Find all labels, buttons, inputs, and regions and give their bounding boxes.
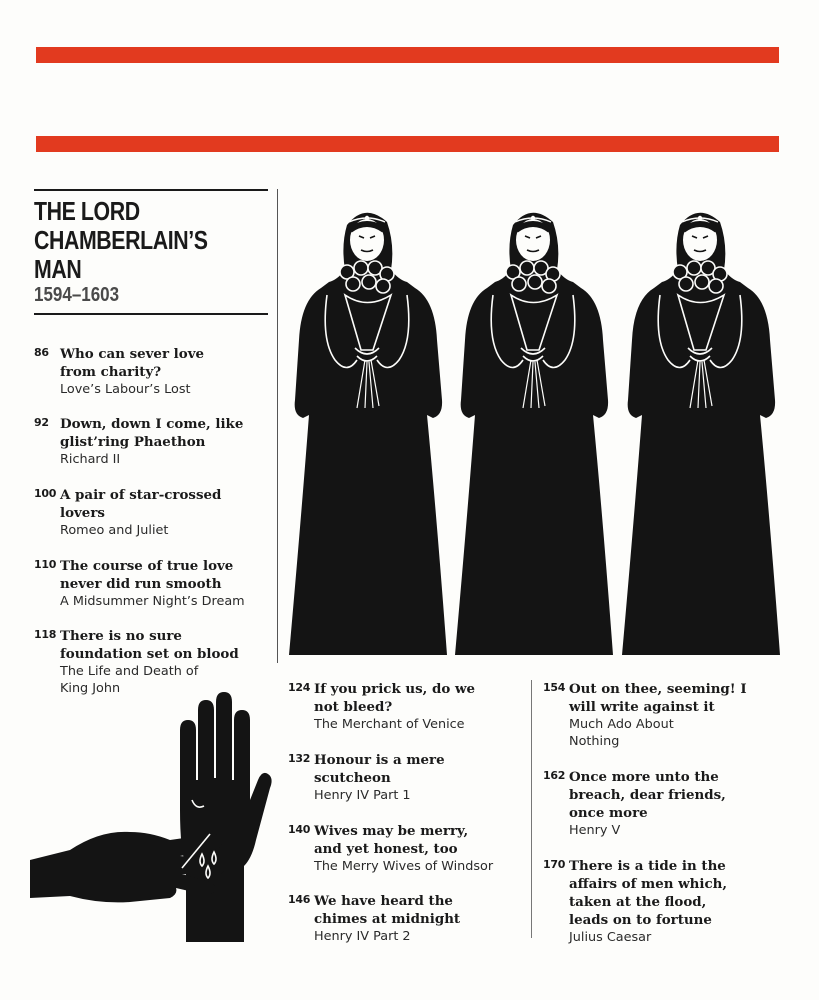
contents-entry[interactable] <box>34 415 254 468</box>
contents-entry[interactable] <box>34 627 254 697</box>
section-years: 1594–1603 <box>34 284 120 306</box>
entry-title: We have heard the chimes at midnight <box>314 893 461 927</box>
entry-title: There is a tide in the affairs of men which, taken at the flood, leads on to fortune <box>569 858 728 928</box>
section-header <box>34 189 268 315</box>
entry-play: Love’s Labour’s Lost <box>60 382 191 397</box>
page-number: 162 <box>543 769 566 782</box>
entry-title: If you prick us, do we not bleed? <box>314 681 475 715</box>
contents-entry[interactable] <box>288 892 508 945</box>
page-number: 92 <box>34 416 49 429</box>
entry-play: Romeo and Juliet <box>60 523 169 538</box>
entry-play: Julius Caesar <box>569 930 652 945</box>
entry-title: Wives may be merry, and yet honest, too <box>314 823 469 857</box>
page-number: 86 <box>34 346 49 359</box>
page-number: 154 <box>543 681 566 694</box>
entry-play: Henry IV Part 2 <box>314 929 411 944</box>
page-number: 140 <box>288 823 311 836</box>
contents-entry[interactable] <box>543 680 783 750</box>
entry-title: Out on thee, seeming! I will write against it <box>569 681 747 715</box>
entry-title: The course of true love never did run smooth <box>60 558 234 592</box>
entry-play: The Merchant of Venice <box>314 717 465 732</box>
hands-illustration <box>30 690 275 942</box>
woman-with-bouquet-illustration <box>620 200 782 660</box>
column-divider <box>277 189 278 663</box>
entry-title: Who can sever love from charity? <box>60 346 204 380</box>
entry-title: Once more unto the breach, dear friends, once more <box>569 769 726 821</box>
woman-with-bouquet-illustration <box>287 200 449 660</box>
header-rule-bottom <box>34 313 268 315</box>
contents-entry[interactable] <box>288 751 508 804</box>
woman-with-bouquet-illustration <box>453 200 615 660</box>
entry-play: Richard II <box>60 452 121 467</box>
page-number: 124 <box>288 681 311 694</box>
entry-title: Honour is a mere scutcheon <box>314 752 445 786</box>
column-divider-lower <box>531 680 532 938</box>
page-number: 118 <box>34 628 57 641</box>
page-number: 100 <box>34 487 57 500</box>
contents-entry[interactable] <box>34 486 254 539</box>
contents-entry[interactable] <box>543 768 783 839</box>
entry-play: Henry V <box>569 823 621 838</box>
header-rule-top <box>34 189 268 191</box>
entry-title: A pair of star-crossed lovers <box>60 487 222 521</box>
contents-entry[interactable] <box>288 680 508 733</box>
entry-title: There is no sure foundation set on blood <box>60 628 239 662</box>
page-number: 132 <box>288 752 311 765</box>
contents-entry[interactable] <box>543 857 783 946</box>
contents-entry[interactable] <box>288 822 508 875</box>
section-title: THE LORD CHAMBERLAIN’S MAN <box>34 196 208 284</box>
page-number: 146 <box>288 893 311 906</box>
red-stripe-top <box>36 47 779 63</box>
page-number: 170 <box>543 858 566 871</box>
entry-play: Henry IV Part 1 <box>314 788 411 803</box>
red-stripe-middle <box>36 136 779 152</box>
contents-entry[interactable] <box>34 345 254 398</box>
page-number: 110 <box>34 558 57 571</box>
contents-entry[interactable] <box>34 557 254 610</box>
entry-play: A Midsummer Night’s Dream <box>60 594 245 609</box>
entry-play: The Life and Death of King John <box>60 664 199 696</box>
entry-play: Much Ado About Nothing <box>569 717 674 749</box>
entry-play: The Merry Wives of Windsor <box>314 859 494 874</box>
entry-title: Down, down I come, like glist’ring Phaethon <box>60 416 244 450</box>
